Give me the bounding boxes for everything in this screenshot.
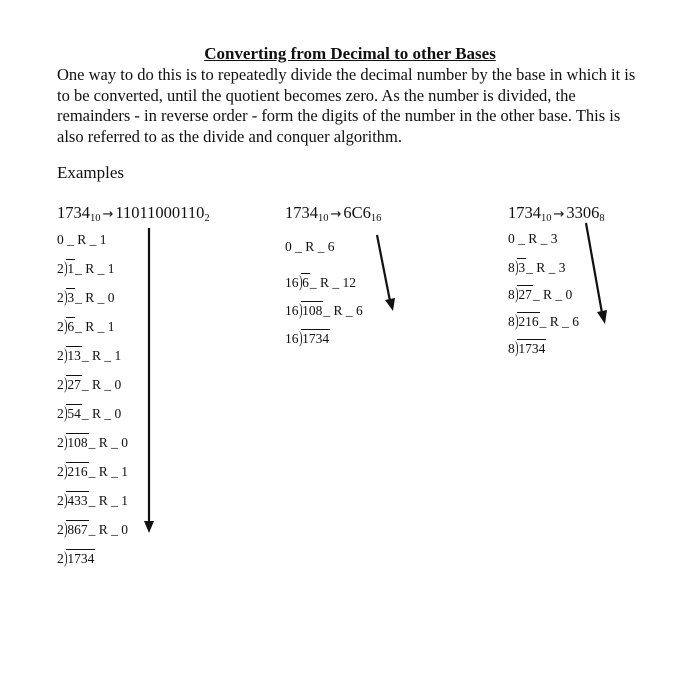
long-division-bracket: ) bbox=[514, 257, 519, 276]
example-octal bbox=[508, 203, 605, 357]
right-arrow-icon: → bbox=[102, 207, 114, 222]
division-row bbox=[285, 273, 356, 291]
divisor: 8 bbox=[508, 260, 515, 275]
example-hex bbox=[285, 203, 382, 347]
long-division-bracket: ) bbox=[63, 548, 68, 567]
division-row bbox=[57, 404, 121, 422]
division-row bbox=[508, 339, 546, 357]
divisor: 2 bbox=[57, 319, 64, 334]
dividend: 433 bbox=[67, 493, 88, 508]
decimal-base: 10 bbox=[90, 213, 101, 224]
remainder: _ R _ 0 bbox=[88, 522, 129, 537]
remainder: _ R _ 0 bbox=[75, 290, 115, 305]
down-arrow-icon bbox=[375, 233, 401, 315]
division-row bbox=[57, 520, 128, 538]
dividend: 54 bbox=[67, 406, 81, 421]
long-division-bracket: ) bbox=[298, 300, 303, 319]
division-row bbox=[57, 433, 128, 451]
remainder: _ R _ 0 bbox=[88, 435, 129, 450]
long-division-bracket: ) bbox=[514, 311, 519, 330]
converted-number: 6C6 bbox=[343, 203, 371, 222]
remainder: _ R _ 0 bbox=[81, 406, 122, 421]
dividend: 13 bbox=[67, 348, 81, 363]
division-row bbox=[57, 346, 121, 364]
decimal-number: 1734 bbox=[57, 203, 90, 222]
long-division-bracket: ) bbox=[63, 519, 68, 538]
converted-number: 11011000110 bbox=[115, 203, 205, 222]
down-arrow-icon bbox=[584, 221, 610, 327]
remainder: _ R _ 6 bbox=[539, 314, 580, 329]
converted-base: 2 bbox=[204, 213, 210, 224]
division-row bbox=[57, 288, 115, 306]
paragraph-line: remainders - in reverse order - form the digits of the number in the other base. This is bbox=[57, 106, 621, 125]
dividend: 216 bbox=[518, 314, 539, 329]
divisor: 8 bbox=[508, 287, 515, 302]
divisor: 2 bbox=[57, 435, 64, 450]
converted-base: 16 bbox=[370, 213, 382, 224]
down-arrow-icon bbox=[146, 226, 160, 536]
division-row bbox=[285, 329, 330, 347]
dividend: 216 bbox=[67, 464, 88, 479]
remainder: _ R _ 0 bbox=[81, 377, 122, 392]
division-row bbox=[57, 259, 115, 277]
long-division-bracket: ) bbox=[63, 403, 68, 422]
dividend: 867 bbox=[67, 522, 88, 537]
divisor: 2 bbox=[57, 348, 64, 363]
paragraph-line: also referred to as the divide and conquer algorithm. bbox=[57, 126, 403, 146]
remainder: _ R _ 3 bbox=[526, 260, 566, 275]
long-division-bracket: ) bbox=[514, 338, 519, 357]
divisor: 16 bbox=[285, 303, 299, 318]
division-row bbox=[285, 301, 363, 319]
long-division-bracket: ) bbox=[514, 284, 519, 303]
long-division-bracket: ) bbox=[298, 328, 303, 347]
remainder: _ R _ 1 bbox=[75, 319, 115, 334]
long-division-bracket: ) bbox=[298, 272, 303, 291]
converted-number: 3306 bbox=[566, 203, 600, 222]
long-division-bracket: ) bbox=[63, 316, 68, 335]
long-division-bracket: ) bbox=[63, 432, 68, 451]
example-heading bbox=[285, 203, 381, 229]
example-binary bbox=[57, 203, 210, 567]
long-division-bracket: ) bbox=[63, 258, 68, 277]
divisor: 2 bbox=[57, 493, 64, 508]
quotient-zero-row: 0 _ R _ 6 bbox=[285, 239, 335, 254]
dividend: 108 bbox=[67, 435, 88, 450]
dividend: 1734 bbox=[67, 551, 95, 566]
decimal-number: 1734 bbox=[508, 203, 541, 222]
examples-label: Examples bbox=[57, 163, 125, 182]
division-row bbox=[508, 258, 566, 276]
paragraph-line: One way to do this is to repeatedly divide the decimal number by the base in which it is bbox=[57, 65, 636, 84]
quotient-zero-row: 0 _ R _ 1 bbox=[57, 232, 107, 247]
dividend: 1734 bbox=[518, 341, 546, 356]
division-row bbox=[508, 285, 572, 303]
divisor: 16 bbox=[285, 275, 299, 290]
intro-paragraph bbox=[57, 65, 667, 147]
divisor: 16 bbox=[285, 331, 299, 346]
divisor: 2 bbox=[57, 290, 64, 305]
divisor: 2 bbox=[57, 464, 64, 479]
decimal-base: 10 bbox=[541, 213, 552, 224]
remainder: _ R _ 12 bbox=[309, 275, 357, 290]
dividend: 27 bbox=[518, 287, 532, 302]
long-division-bracket: ) bbox=[63, 345, 68, 364]
dividend: 27 bbox=[67, 377, 81, 392]
dividend: 3 bbox=[67, 290, 75, 305]
paragraph-line: to be converted, until the quotient becomes zero. As the number is divided, the bbox=[57, 85, 576, 105]
divisor: 2 bbox=[57, 551, 64, 566]
converted-base: 8 bbox=[599, 213, 605, 224]
quotient-zero-row: 0 _ R _ 3 bbox=[508, 231, 558, 246]
dividend: 108 bbox=[302, 303, 323, 318]
right-arrow-icon: → bbox=[330, 207, 342, 222]
decimal-number: 1734 bbox=[285, 203, 318, 222]
long-division-bracket: ) bbox=[63, 461, 68, 480]
remainder: _ R _ 1 bbox=[88, 493, 129, 508]
long-division-bracket: ) bbox=[63, 490, 68, 509]
divisor: 8 bbox=[508, 314, 515, 329]
division-row bbox=[57, 375, 121, 393]
divisor: 8 bbox=[508, 341, 515, 356]
dividend: 1734 bbox=[302, 331, 330, 346]
remainder: _ R _ 1 bbox=[88, 464, 129, 479]
dividend: 3 bbox=[518, 260, 526, 275]
page-title: Converting from Decimal to other Bases bbox=[204, 44, 496, 63]
long-division-bracket: ) bbox=[63, 287, 68, 306]
right-arrow-icon: → bbox=[553, 207, 565, 222]
remainder: _ R _ 0 bbox=[532, 287, 573, 302]
division-row bbox=[57, 317, 115, 335]
dividend: 6 bbox=[67, 319, 75, 334]
decimal-base: 10 bbox=[318, 213, 329, 224]
dividend: 6 bbox=[302, 275, 309, 290]
remainder: _ R _ 1 bbox=[81, 348, 122, 363]
long-division-bracket: ) bbox=[63, 374, 68, 393]
remainder: _ R _ 6 bbox=[323, 303, 363, 318]
division-row bbox=[508, 312, 579, 330]
dividend: 1 bbox=[67, 261, 75, 276]
divisor: 2 bbox=[57, 377, 64, 392]
divisor: 2 bbox=[57, 261, 64, 276]
division-row bbox=[57, 549, 95, 567]
division-row bbox=[57, 491, 128, 509]
remainder: _ R _ 1 bbox=[75, 261, 115, 276]
example-heading bbox=[57, 203, 210, 229]
division-row bbox=[57, 462, 128, 480]
divisor: 2 bbox=[57, 406, 64, 421]
divisor: 2 bbox=[57, 522, 64, 537]
